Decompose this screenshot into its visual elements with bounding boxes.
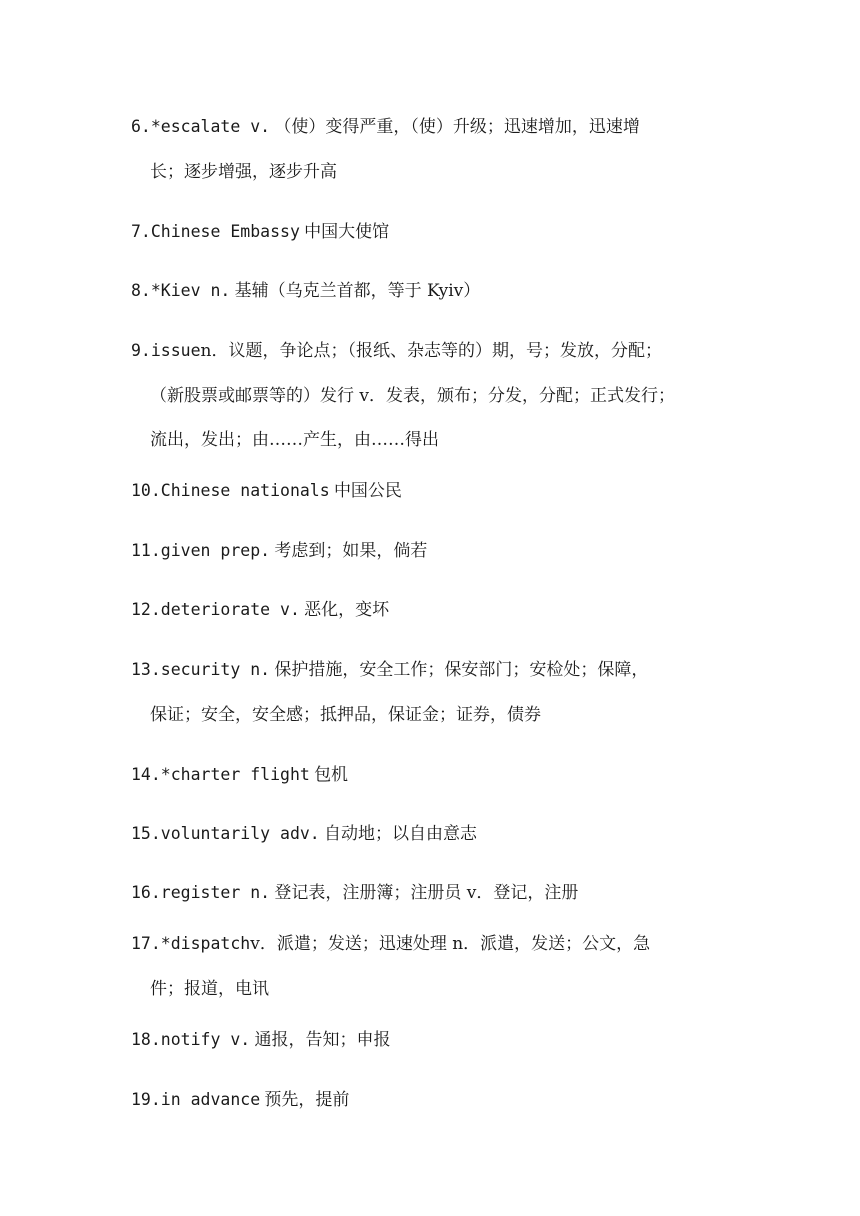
entry-19-line-1 xyxy=(131,1089,349,1111)
entry-9-line-1 xyxy=(131,340,662,362)
entry-definition: 保证；安全，安全感；抵押品，保证金；证券，债券 xyxy=(150,705,541,725)
entry-term: 14.*charter flight xyxy=(131,765,310,784)
entry-term: 11.given prep. xyxy=(131,541,271,560)
entry-term: 6.*escalate v. xyxy=(131,117,271,136)
entry-term: 15.voluntarily adv. xyxy=(131,824,320,843)
entry-17-line-1 xyxy=(131,933,650,955)
entry-definition: 考虑到；如果，倘若 xyxy=(274,541,428,561)
entry-term: 12.deteriorate v. xyxy=(131,600,300,619)
entry-14-line-1 xyxy=(131,764,348,786)
entry-definition: 件；报道，电讯 xyxy=(150,979,269,999)
entry-definition: 流出，发出；由……产生，由……得出 xyxy=(150,430,439,450)
entry-definition: 中国大使馆 xyxy=(304,222,390,242)
entry-18-line-1 xyxy=(131,1029,390,1051)
entry-15-line-1 xyxy=(131,823,477,845)
entry-definition: 登记表，注册簿；注册员 v．登记，注册 xyxy=(274,883,579,903)
entry-term: 9.issue xyxy=(131,341,201,360)
entry-6-line-2 xyxy=(150,161,337,183)
entry-11-line-1 xyxy=(131,540,427,562)
entry-definition: 通报，告知；申报 xyxy=(254,1030,391,1050)
entry-12-line-1 xyxy=(131,599,389,621)
entry-13-line-1 xyxy=(131,659,648,681)
entry-10-line-1 xyxy=(131,480,402,502)
entry-definition: 长；逐步增强，逐步升高 xyxy=(150,162,337,182)
entry-term: 8.*Kiev n. xyxy=(131,281,231,300)
entry-definition: 保护措施，安全工作；保安部门；安检处；保障， xyxy=(274,660,649,680)
entry-6-line-1 xyxy=(131,116,640,138)
entry-definition: n．议题，争论点；（报纸、杂志等的）期，号；发放，分配； xyxy=(200,341,662,361)
entry-7-line-1 xyxy=(131,221,389,243)
entry-definition: 预先，提前 xyxy=(264,1090,350,1110)
entry-13-line-2 xyxy=(150,704,541,726)
entry-term: 19.in advance xyxy=(131,1090,261,1109)
entry-16-line-1 xyxy=(131,882,578,904)
entry-term: 10.Chinese nationals xyxy=(131,481,330,500)
entry-definition: v．派遣；发送；迅速处理 n．派遣，发送；公文，急 xyxy=(250,934,651,954)
entry-definition: 恶化，变坏 xyxy=(304,600,390,620)
entry-term: 13.security n. xyxy=(131,660,271,679)
entry-term: 17.*dispatch xyxy=(131,934,251,953)
entry-definition: 基辅（乌克兰首都，等于 Kyiv） xyxy=(234,281,481,301)
entry-term: 18.notify v. xyxy=(131,1030,251,1049)
entry-9-line-3 xyxy=(150,429,439,451)
entry-definition: 中国公民 xyxy=(333,481,402,501)
entry-17-line-2 xyxy=(150,978,269,1000)
entry-term: 16.register n. xyxy=(131,883,271,902)
entry-8-line-1 xyxy=(131,280,480,302)
entry-definition: 包机 xyxy=(314,765,349,785)
entry-term: 7.Chinese Embassy xyxy=(131,222,300,241)
entry-definition: （新股票或邮票等的）发行 v．发表，颁布；分发，分配；正式发行； xyxy=(150,386,676,406)
entry-definition: （使）变得严重，（使）升级；迅速增加，迅速增 xyxy=(274,117,640,137)
entry-definition: 自动地；以自由意志 xyxy=(324,824,477,844)
entry-9-line-2 xyxy=(150,385,675,407)
